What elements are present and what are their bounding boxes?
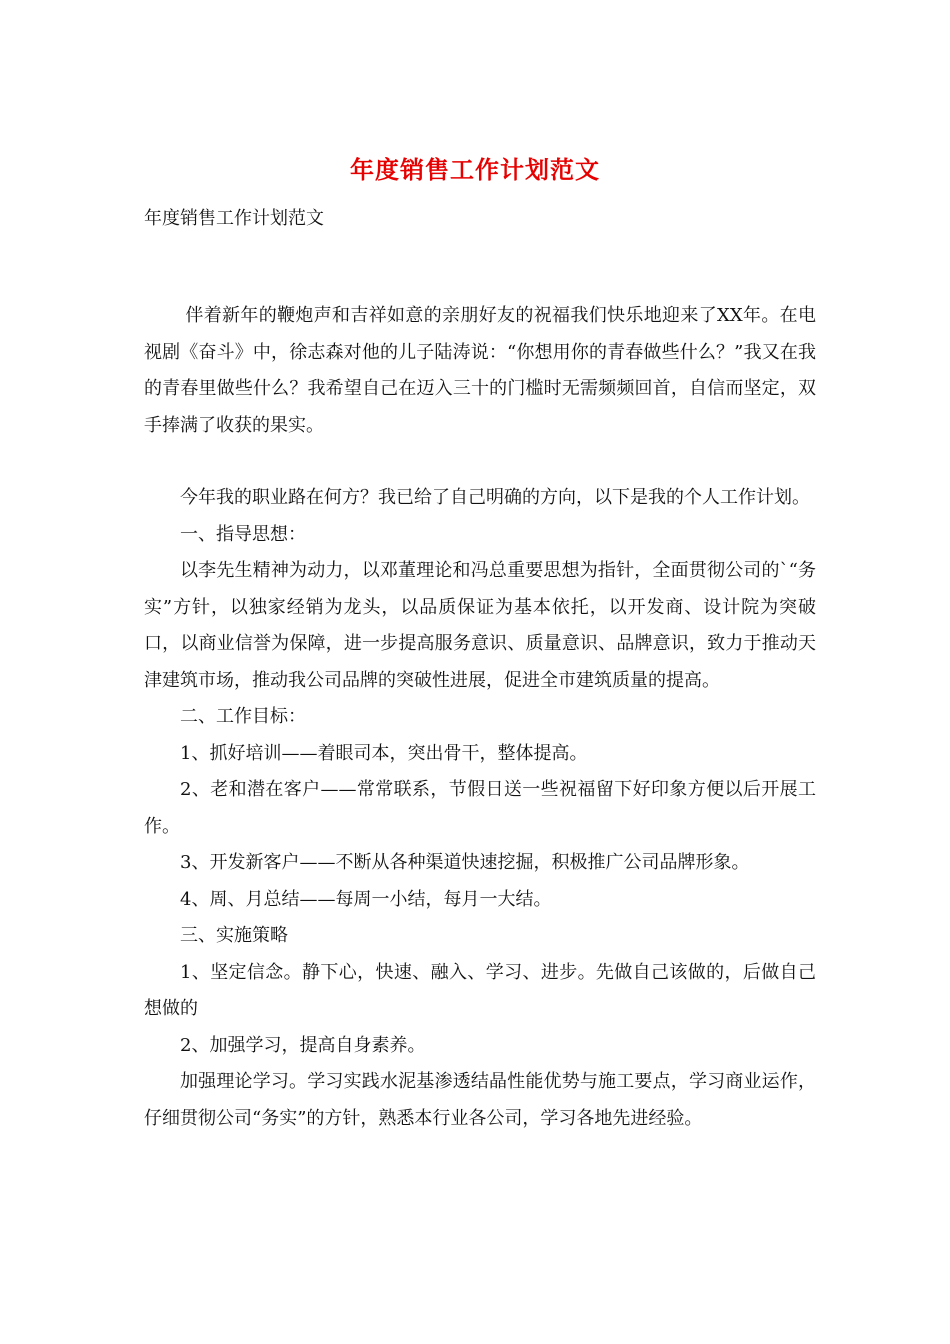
list-item-goal-1: 1、抓好培训——着眼司本，突出骨干，整体提高。 xyxy=(180,742,588,764)
list-item-goal-2: 2、老和潜在客户——常常联系，节假日送一些祝福留下好印象方便以后开展工作。 xyxy=(144,779,816,837)
section-heading-strategy: 三、实施策略 xyxy=(180,925,288,946)
section-heading-work-goals: 二、工作目标： xyxy=(180,706,306,727)
paragraph-intro: 伴着新年的鞭炮声和吉祥如意的亲朋好友的祝福我们快乐地迎来了XX年。在电视剧《奋斗》中，徐志森对他的儿子陆涛说：“你想用你的青春做些什么？”我又在我的青春里做些什么？我希望自己在迈入三十的门槛时无需频频回首，自信而坚定，双手捧满了收获的果实。 xyxy=(144,305,816,436)
list-item-goal-4: 4、周、月总结——每周一小结，每月一大结。 xyxy=(180,888,552,910)
list-item-strategy-1: 1、坚定信念。静下心，快速、融入、学习、进步。先做自己该做的，后做自己想做的 xyxy=(144,961,816,1019)
paragraph-direction: 今年我的职业路在何方？我已给了自己明确的方向，以下是我的个人工作计划。 xyxy=(180,487,810,508)
document-body xyxy=(144,298,816,1137)
paragraph-guiding-ideas: 以李先生精神为动力，以邓董理论和冯总重要思想为指针，全面贯彻公司的`“务实”方针，以独家经销为龙头，以品质保证为基本依托，以开发商、设计院为突破口，以商业信誉为保障，进一步提高服务意识、质量意识、品牌意识，致力于推动天津建筑市场，推动我公司品牌的突破性进展，促进全市建筑质量的提高。 xyxy=(144,560,816,691)
section-heading-guiding-ideas: 一、指导思想： xyxy=(180,523,306,545)
list-item-strategy-2: 2、加强学习，提高自身素养。 xyxy=(180,1034,426,1056)
list-item-goal-3: 3、开发新客户——不断从各种渠道快速挖掘，积极推广公司品牌形象。 xyxy=(180,852,750,873)
paragraph-theory-study: 加强理论学习。学习实践水泥基渗透结晶性能优势与施工要点，学习商业运作，仔细贯彻公司“务实”的方针，熟悉本行业各公司，学习各地先进经验。 xyxy=(144,1071,816,1129)
document-title: 年度销售工作计划范文 xyxy=(350,155,600,184)
document-subtitle: 年度销售工作计划范文 xyxy=(144,208,324,229)
